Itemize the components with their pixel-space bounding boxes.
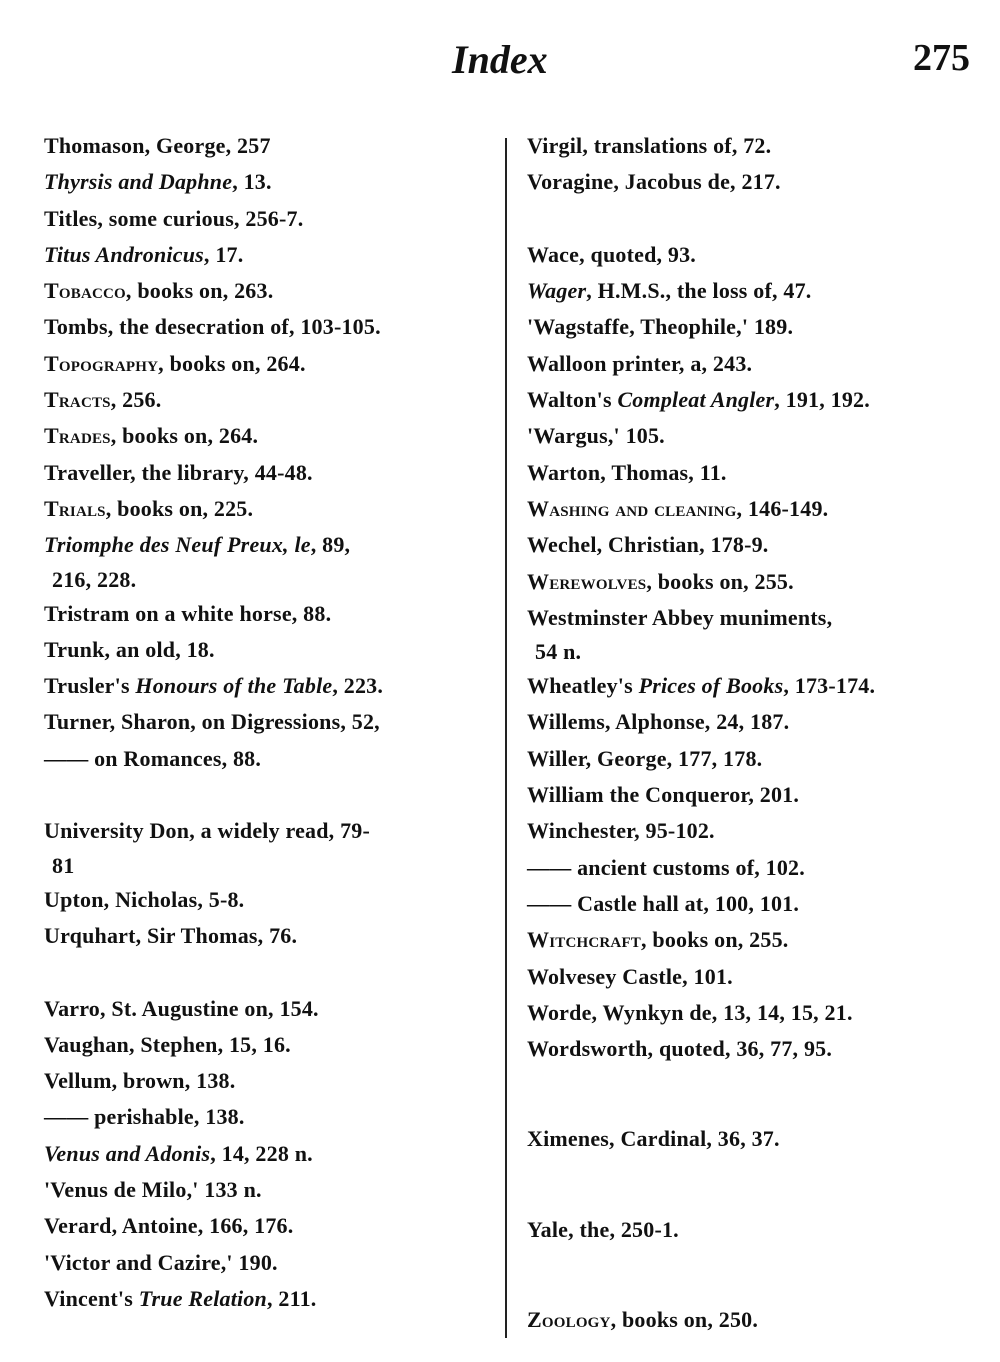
index-entry-text: Trunk, an old, 18. — [44, 636, 215, 662]
index-entry-text: Worde, Wynkyn de, 13, 14, 15, 21. — [527, 999, 853, 1025]
index-entry — [44, 418, 488, 454]
index-entry — [527, 1121, 975, 1157]
section-gap — [527, 1067, 975, 1121]
index-entry-text: , books on, 263. — [125, 278, 274, 304]
index-entry — [527, 850, 975, 886]
index-column-left — [44, 128, 488, 1317]
index-entry-text: Triomphe des Neuf Preux, le — [44, 532, 311, 558]
index-entry-text: , 191, 192. — [774, 387, 870, 413]
index-entry — [527, 668, 975, 704]
index-entry — [44, 1245, 488, 1281]
index-entry-text: Prices of Books — [638, 673, 784, 699]
index-entry-text: , 146-149. — [736, 495, 829, 521]
index-entry — [44, 1281, 488, 1317]
index-entry-text: Washing and cleaning — [527, 495, 737, 521]
index-entry — [44, 273, 488, 309]
index-entry — [527, 1212, 975, 1248]
index-entry — [527, 491, 975, 527]
index-entry-text: 'Victor and Cazire,' 190. — [44, 1249, 278, 1275]
index-entry-text: , books on, 255. — [641, 927, 789, 953]
index-entry-text: William the Conqueror, 201. — [527, 782, 800, 808]
index-entry — [527, 813, 975, 849]
index-entry-text: Tombs, the desecration of, 103-105. — [44, 314, 381, 340]
index-entry-text: Tobacco — [44, 278, 126, 304]
index-entry-text: Wolvesey Castle, 101. — [527, 963, 733, 989]
index-entry-text: Winchester, 95-102. — [527, 818, 715, 844]
index-entry — [44, 237, 488, 273]
index-entry — [527, 564, 975, 600]
index-entry — [44, 813, 488, 881]
index-entry — [527, 237, 975, 273]
index-entry — [527, 527, 975, 563]
index-entry-text: 'Venus de Milo,' 133 n. — [44, 1177, 262, 1203]
page-title: Index — [452, 37, 548, 82]
index-entry — [44, 382, 488, 418]
index-entry — [527, 418, 975, 454]
index-entry — [44, 1063, 488, 1099]
index-entry-text: Walloon printer, a, 243. — [527, 350, 753, 376]
index-entry — [44, 1136, 488, 1172]
index-entry-text: , 13. — [232, 169, 272, 195]
index-entry — [44, 455, 488, 491]
index-column-right — [527, 128, 975, 1338]
index-entry — [44, 164, 488, 200]
index-entry-text: Urquhart, Sir Thomas, 76. — [44, 922, 298, 948]
index-entry — [44, 991, 488, 1027]
page-header — [0, 36, 1000, 86]
index-entry-continuation: 54 n. — [535, 639, 582, 665]
index-entry-text: , books on, 250. — [610, 1307, 759, 1333]
index-entry-text: Upton, Nicholas, 5-8. — [44, 886, 245, 912]
section-gap — [527, 1158, 975, 1212]
index-entry-text: Wechel, Christian, 178-9. — [527, 532, 769, 558]
section-gap — [44, 954, 488, 990]
index-entry-text: , 14, 228 n. — [210, 1140, 313, 1166]
index-entry — [527, 164, 975, 200]
index-entry-text: Ximenes, Cardinal, 36, 37. — [527, 1126, 780, 1152]
index-entry — [527, 1302, 975, 1338]
index-entry-text: Virgil, translations of, 72. — [527, 133, 772, 158]
index-entry-text: Trials — [44, 495, 106, 521]
index-entry-text: Yale, the, 250-1. — [527, 1216, 679, 1242]
index-entry-text: Wordsworth, quoted, 36, 77, 95. — [527, 1036, 833, 1062]
index-entry-text: Westminster Abbey muniments, — [527, 604, 833, 630]
index-entry-text: , books on, 225. — [105, 495, 254, 521]
index-entry-text: Turner, Sharon, on Digressions, 52, — [44, 709, 380, 735]
index-entry-text: Thyrsis and Daphne — [44, 169, 233, 195]
index-entry — [527, 995, 975, 1031]
index-entry-text: Voragine, Jacobus de, 217. — [527, 169, 781, 195]
index-entry — [527, 959, 975, 995]
index-entry-text: Topography — [44, 350, 159, 376]
index-entry — [44, 1099, 488, 1135]
index-entry — [44, 346, 488, 382]
index-entry — [527, 777, 975, 813]
index-entry — [44, 309, 488, 345]
index-entry — [44, 201, 488, 237]
index-entry-text: —— perishable, 138. — [44, 1104, 245, 1130]
index-entry — [44, 741, 488, 777]
index-entry-text: Willems, Alphonse, 24, 187. — [527, 709, 790, 735]
index-entry-text: Willer, George, 177, 178. — [527, 745, 763, 771]
index-entry — [527, 704, 975, 740]
index-entry-text: Varro, St. Augustine on, 154. — [44, 995, 319, 1021]
index-entry-text: , 223. — [332, 673, 384, 699]
index-entry — [527, 1031, 975, 1067]
index-entry-text: , 211. — [266, 1285, 317, 1311]
index-entry-text: , 17. — [203, 241, 244, 267]
index-entry-text: Werewolves — [527, 568, 647, 594]
index-entry-text: Vaughan, Stephen, 15, 16. — [44, 1031, 291, 1057]
index-entry-text: Honours of the Table — [135, 673, 333, 699]
index-entry — [44, 668, 488, 704]
index-entry — [44, 1172, 488, 1208]
index-entry — [44, 918, 488, 954]
index-entry — [527, 128, 975, 164]
index-entry-text: Traveller, the library, 44-48. — [44, 459, 313, 485]
index-entry-text: , books on, 264. — [158, 350, 306, 376]
section-gap — [527, 201, 975, 237]
index-entry-text: Tracts — [44, 387, 111, 413]
index-entry-text: Thomason, George, 257 — [44, 133, 271, 158]
index-entry-text: —— on Romances, 88. — [44, 745, 262, 771]
index-entry — [527, 309, 975, 345]
index-entry — [44, 596, 488, 632]
index-entry — [44, 632, 488, 668]
column-divider — [505, 138, 507, 1338]
index-entry-text: University Don, a widely read, 79- — [44, 818, 370, 844]
index-entry-text: Warton, Thomas, 11. — [527, 459, 727, 485]
index-entry-text: Witchcraft — [527, 927, 642, 953]
index-entry-text: Venus and Adonis — [44, 1140, 211, 1166]
index-entry-text: , 89, — [310, 532, 351, 558]
index-entry-text: Wager — [527, 278, 587, 304]
index-entry-text: Vincent's — [44, 1285, 139, 1311]
section-gap — [44, 777, 488, 813]
index-entry — [44, 704, 488, 740]
index-entry — [44, 882, 488, 918]
index-entry-text: Trusler's — [44, 673, 136, 699]
index-entry — [44, 1208, 488, 1244]
index-entry-text: , 256. — [110, 387, 162, 413]
index-entry-text: , H.M.S., the loss of, 47. — [586, 278, 812, 304]
section-gap — [527, 1248, 975, 1302]
index-entry — [527, 382, 975, 418]
index-entry-text: Walton's — [527, 387, 618, 413]
index-entry-text: —— ancient customs of, 102. — [527, 854, 805, 880]
index-entry-text: , books on, 255. — [646, 568, 794, 594]
index-entry-continuation: 81 — [52, 852, 75, 878]
index-entry — [44, 1027, 488, 1063]
index-entry — [527, 346, 975, 382]
index-entry-text: , 173-174. — [783, 673, 876, 699]
index-entry-text: Trades — [44, 423, 111, 449]
index-entry — [527, 600, 975, 668]
index-entry-text: Titles, some curious, 256-7. — [44, 205, 304, 231]
index-entry-text: Vellum, brown, 138. — [44, 1068, 236, 1094]
index-entry-text: 'Wargus,' 105. — [527, 423, 665, 449]
index-entry — [527, 455, 975, 491]
index-entry-text: Verard, Antoine, 166, 176. — [44, 1213, 294, 1239]
index-entry — [44, 128, 488, 164]
index-entry-text: Titus Andronicus — [44, 241, 204, 267]
index-entry-text: , books on, 264. — [110, 423, 259, 449]
index-entry-continuation: 216, 228. — [52, 566, 137, 592]
page-number: 275 — [913, 37, 970, 79]
index-entry-text: Zoology — [527, 1307, 611, 1333]
index-entry-text: 'Wagstaffe, Theophile,' 189. — [527, 314, 794, 340]
index-entry — [44, 527, 488, 595]
index-entry — [44, 491, 488, 527]
index-entry-text: True Relation — [138, 1285, 267, 1311]
index-entry — [527, 922, 975, 958]
index-entry-text: Compleat Angler — [617, 387, 775, 413]
index-entry — [527, 886, 975, 922]
index-entry-text: Wace, quoted, 93. — [527, 241, 697, 267]
index-entry — [527, 273, 975, 309]
index-entry — [527, 741, 975, 777]
index-entry-text: —— Castle hall at, 100, 101. — [527, 890, 800, 916]
index-entry-text: Tristram on a white horse, 88. — [44, 600, 332, 626]
index-entry-text: Wheatley's — [527, 673, 639, 699]
